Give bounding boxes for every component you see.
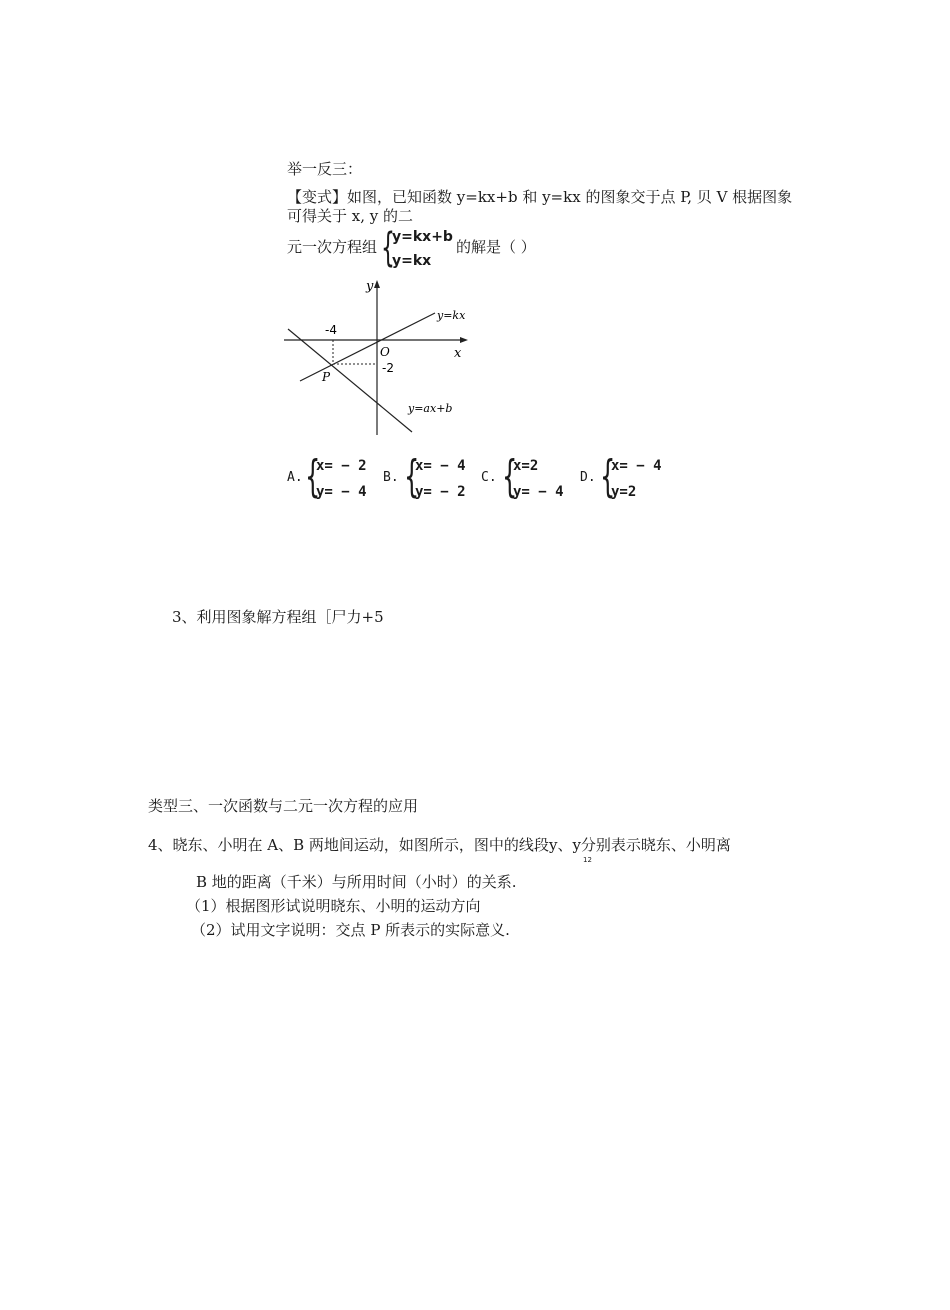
option-a-top: x= − 2 bbox=[316, 458, 367, 474]
tick-y-label: -2 bbox=[382, 361, 394, 375]
variant-line-3-suffix: 的解是（ ） bbox=[456, 238, 536, 256]
type3-heading: 类型三、一次函数与二元一次方程的应用 bbox=[148, 797, 419, 815]
y-arrow-icon bbox=[374, 280, 380, 288]
line-y-kx bbox=[300, 313, 435, 381]
question-4-part-2: （2）试用文字说明：交点 P 所表示的实际意义. bbox=[191, 921, 510, 939]
q4-y1: y bbox=[548, 836, 558, 854]
option-a[interactable] bbox=[305, 453, 385, 503]
y-axis-label: y bbox=[366, 279, 374, 294]
variant-line-1 bbox=[287, 188, 792, 206]
x-axis-label: x bbox=[454, 346, 462, 361]
variant-line-2: 可得关于 x, y 的二 bbox=[287, 207, 414, 225]
question-4-line-2: B 地的距离（千米）与所用时间（小时）的关系. bbox=[196, 873, 517, 891]
option-a-letter[interactable]: A. bbox=[287, 470, 303, 485]
system-bottom: y=kx bbox=[392, 253, 432, 269]
question-3: 3、利用图象解方程组［尸力+5 bbox=[172, 608, 384, 626]
brace-icon: { bbox=[305, 451, 321, 502]
option-d-letter[interactable]: D. bbox=[580, 470, 596, 485]
point-p-label: P bbox=[322, 370, 331, 384]
option-b-letter[interactable]: B. bbox=[383, 470, 399, 485]
brace-icon: { bbox=[381, 225, 395, 271]
variant-prefix: 【变式】 bbox=[287, 188, 348, 206]
line-y-axb-label: y=ax+b bbox=[408, 402, 453, 415]
system-top: y=kx+b bbox=[392, 229, 453, 245]
line-y-axb bbox=[288, 329, 412, 432]
option-b-bottom: y= − 2 bbox=[415, 484, 466, 500]
section-heading: 举一反三： bbox=[287, 160, 363, 178]
option-b[interactable] bbox=[404, 453, 484, 503]
option-d[interactable] bbox=[600, 453, 680, 503]
equation-system bbox=[381, 226, 457, 272]
tick-x-label: -4 bbox=[325, 323, 337, 337]
q4-text-b: 分别表示晓东、小明离 bbox=[580, 836, 731, 854]
option-c-bottom: y= − 4 bbox=[513, 484, 564, 500]
q4-sep: 、y bbox=[557, 836, 581, 854]
brace-icon: { bbox=[600, 451, 616, 502]
brace-icon: { bbox=[502, 451, 518, 502]
question-4-line-1 bbox=[148, 836, 731, 854]
option-c-letter[interactable]: C. bbox=[481, 470, 497, 485]
variant-line-3-prefix: 元一次方程组 bbox=[287, 238, 378, 256]
x-arrow-icon bbox=[460, 337, 468, 343]
q4-subscript: 12 bbox=[583, 856, 592, 864]
option-b-top: x= − 4 bbox=[415, 458, 466, 474]
variant-text-1: 如图，已知函数 y=kx+b 和 y=kx 的图象交于点 P, 贝 V 根据图象 bbox=[347, 188, 793, 206]
option-c[interactable] bbox=[502, 453, 582, 503]
option-d-bottom: y=2 bbox=[611, 484, 637, 500]
option-d-top: x= − 4 bbox=[611, 458, 662, 474]
brace-icon: { bbox=[404, 451, 420, 502]
question-4-part-1: （1）根据图形试说明晓东、小明的运动方向 bbox=[186, 897, 481, 915]
origin-label: O bbox=[380, 345, 390, 359]
line-y-kx-label: y=kx bbox=[437, 309, 466, 322]
option-a-bottom: y= − 4 bbox=[316, 484, 367, 500]
option-c-top: x=2 bbox=[513, 458, 539, 474]
q4-text-a: 4、晓东、小明在 A、B 两地间运动，如图所示，图中的线段 bbox=[148, 836, 549, 854]
function-graph bbox=[280, 275, 480, 440]
